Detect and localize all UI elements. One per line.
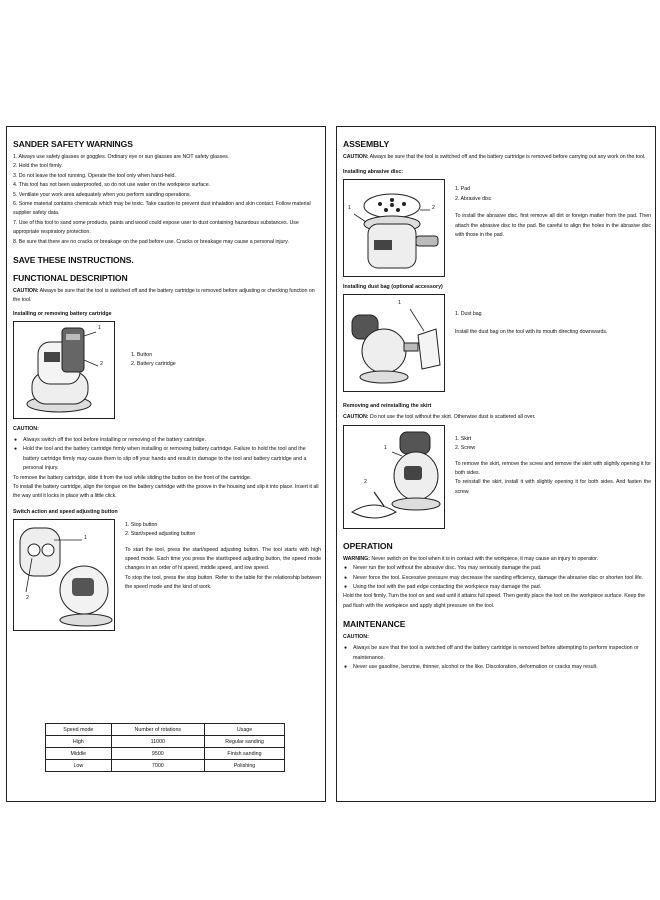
caution-label: CAUTION: (343, 414, 369, 421)
install-battery-text: To install the battery cartridge, align the tongue on the battery cartridge with the groove in the housing and slip it into place. Insert it all the way until it locks in place with a little click. (13, 483, 319, 500)
safety-item: 1. Always use safety glasses or goggles. Ordinary eye or sun glasses are NOT safety glasses. (13, 154, 230, 160)
maintenance-bullet: ● Always be sure that the tool is switched off and the battery cartridge is removed before attempting to perform inspection or maintenance. (343, 644, 649, 663)
table-header: Speed mode (46, 724, 112, 736)
operation-bullet: ● Never run the tool without the abrasive disc. You may seriously damage the pad. (343, 564, 649, 573)
functional-description-title: FUNCTIONAL DESCRIPTION (13, 273, 128, 284)
table-row (46, 736, 285, 748)
switch-figure (13, 519, 115, 631)
table-cell: Finish sanding (205, 748, 285, 760)
switch-illustration (14, 520, 114, 630)
battery-figure-row (13, 321, 319, 421)
caution-text: Always be sure that the tool is switched off and the battery cartridge is removed before carrying out any work on the tool. (368, 154, 646, 160)
callout-1: 1 (84, 534, 87, 541)
caution-label: CAUTION: (13, 288, 39, 295)
switch-figure-row (13, 519, 319, 637)
skirt-figure (343, 425, 445, 529)
safety-item: 7. Use of this tool to sand some products, paints and wood could expose user to dust containing hazardous substances. Use appropriate respiratory protection. (13, 219, 299, 236)
remove-battery-text: To remove the battery cartridge, slide it from the tool while sliding the button on the front of the cartridge. (13, 474, 252, 481)
legend-item: 1. Pad (455, 186, 471, 193)
warning-text: Never switch on the tool when it is in contact with the workpiece, it may cause an injury to operator. (369, 555, 598, 562)
sander-battery-illustration (14, 322, 114, 418)
assembly-caution (343, 153, 649, 162)
legend-item: 1. Button (131, 351, 153, 358)
safety-item: 6. Some material contains chemicals which may be toxic. Take caution to prevent dust inhalation and skin contact. Follow material supplier safety data. (13, 201, 311, 217)
skirt-title: Removing and reinstalling the skirt (343, 403, 432, 410)
table-header-row (46, 724, 285, 736)
table-cell: 9500 (111, 748, 204, 760)
callout-2: 2 (432, 205, 435, 212)
table-cell: Middle (46, 748, 112, 760)
safety-item: 4. This tool has not been waterproofed, so do not use water on the workpiece surface. (13, 182, 211, 189)
maintenance-title: MAINTENANCE (343, 619, 406, 630)
safety-list (13, 153, 319, 247)
callout-2: 2 (364, 478, 367, 485)
operation-bullet: ● Using the tool with the pad edge contacting the workpiece may damage the pad. (343, 583, 649, 592)
table-cell: Regular sanding (205, 736, 285, 748)
dust-bag-illustration (344, 295, 444, 391)
dustbag-figure (343, 294, 445, 392)
caution-heading: CAUTION: (13, 425, 39, 432)
switch-action-title: Switch action and speed adjusting button (13, 508, 118, 515)
caution-text: Always be sure that the tool is switched off and the battery cartridge is removed before adjusting or checking function on the tool. (13, 288, 315, 304)
disc-figure (343, 179, 445, 277)
safety-item: 2. Hold the tool firmly. (13, 163, 63, 170)
legend-item: 1. Stop button (125, 521, 158, 528)
battery-legend (131, 351, 176, 370)
warning-label: WARNING: (343, 555, 370, 562)
safety-warnings-title: SANDER SAFETY WARNINGS (13, 139, 133, 149)
assembly-title: ASSEMBLY (343, 139, 390, 149)
operation-warning (343, 555, 649, 564)
speed-mode-table (45, 723, 285, 772)
caution-bullet: ● Always switch off the tool before installing or removing of the battery cartridge. (13, 436, 319, 445)
operation-title: OPERATION (343, 540, 393, 551)
legend-item: 2. Battery cartridge (131, 361, 176, 368)
disc-figure-row (343, 179, 649, 279)
table-header: Usage (205, 724, 285, 736)
skirt-reinstall-text: To reinstall the skirt, install it with slightly opening it for both sides. And fasten the screw. (455, 479, 651, 495)
stop-instructions: To stop the tool, press the stop button. Refer to the table for the relationship between the speed mode and the kind of work. (125, 574, 321, 591)
dust-bag-title: Installing dust bag (optional accessory) (343, 284, 443, 291)
skirt-illustration (344, 426, 444, 528)
legend-item: 2. Abrasive disc (455, 195, 492, 202)
left-manual-page (6, 126, 326, 802)
skirt-caution (343, 413, 649, 422)
table-cell: 11000 (111, 736, 204, 748)
callout-2: 2 (100, 360, 103, 367)
table-cell: 7000 (111, 760, 204, 772)
right-manual-page (336, 126, 656, 802)
maintenance-caution-label: CAUTION: (343, 634, 369, 641)
callout-1: 1 (384, 444, 387, 451)
table-cell: Low (46, 760, 112, 772)
table-cell: High (46, 736, 112, 748)
caution-label: CAUTION: (343, 154, 369, 160)
maintenance-bullet: ● Never use gasoline, benzine, thinner, alcohol or the like. Discoloration, deformation or cracks may result. (343, 663, 649, 672)
caution-bullet: ● Hold the tool and the battery cartridge firmly when installing or removing battery cartridge. Failure to hold the tool and the battery cartridge firmly may cause them to slip off your hands and result in damage to the tool and battery cartridge and a personal injury. (13, 445, 319, 473)
legend-item: 1. Dust bag (455, 311, 482, 318)
disc-legend-and-text (455, 185, 651, 240)
table-cell: Polishing (205, 760, 285, 772)
disc-instructions: To install the abrasive disc, first remove all dirt or foreign matter from the pad. Then attach the abrasive disc to the pad. Be careful to align the holes in the abrasive disc with those in the pad. (455, 213, 651, 239)
safety-item: 8. Be sure that there are no cracks or breakage on the pad before use. Cracks or breakage may cause a personal injury. (13, 238, 289, 245)
table-header: Number of rotations (111, 724, 204, 736)
dustbag-figure-row (343, 294, 649, 398)
abrasive-disc-title: Installing abrasive disc: (343, 169, 404, 176)
safety-item: 3. Do not leave the tool running. Operate the tool only when hand-held. (13, 172, 176, 179)
legend-item: 2. Screw (455, 445, 476, 452)
caution-text: Do not use the tool without the skirt. Otherwise dust is scattered all over. (368, 414, 536, 421)
start-instructions: To start the tool, press the start/speed adjusting button. The tool starts with high speed mode. Each time you press the start/speed adjusting button, the speed mode changes in an order of hi speed, middle speed, and low speed. (125, 546, 321, 572)
operation-bullet: ● Never force the tool. Excessive pressure may decrease the sanding efficiency, damage the abrasive disc or shorten tool life. (343, 574, 649, 583)
abrasive-disc-illustration (344, 180, 444, 276)
legend-item: 2. Start/speed adjusting button (125, 531, 196, 538)
operation-instructions: Hold the tool firmly. Turn the tool on and wait until it attains full speed. Then gently place the tool on the workpiece surface. Keep the pad flush with the workpiece and apply slight pressure on the tool. (343, 593, 646, 609)
callout-1: 1 (398, 300, 401, 307)
callout-2: 2 (26, 594, 29, 601)
legend-item: 1. Skirt (455, 435, 472, 442)
save-instructions-title: SAVE THESE INSTRUCTIONS. (13, 255, 134, 266)
dustbag-legend-and-text (455, 310, 651, 337)
callout-1: 1 (348, 205, 351, 212)
battery-figure (13, 321, 115, 419)
functional-caution (13, 287, 319, 306)
skirt-legend-and-text (455, 435, 651, 497)
safety-item: 5. Ventilate your work area adequately when you perform sanding operations. (13, 191, 191, 198)
switch-legend-and-text (125, 521, 321, 593)
install-battery-title: Installing or removing battery cartridge (13, 310, 112, 317)
table-row (46, 760, 285, 772)
dustbag-instructions: Install the dust bag on the tool with its mouth directing downwards. (455, 328, 608, 335)
callout-1: 1 (98, 324, 101, 331)
table-row (46, 748, 285, 760)
skirt-remove-text: To remove the skirt, remove the screw and remove the skirt with slightly opening it for both sides. (455, 460, 651, 477)
skirt-figure-row (343, 425, 649, 535)
